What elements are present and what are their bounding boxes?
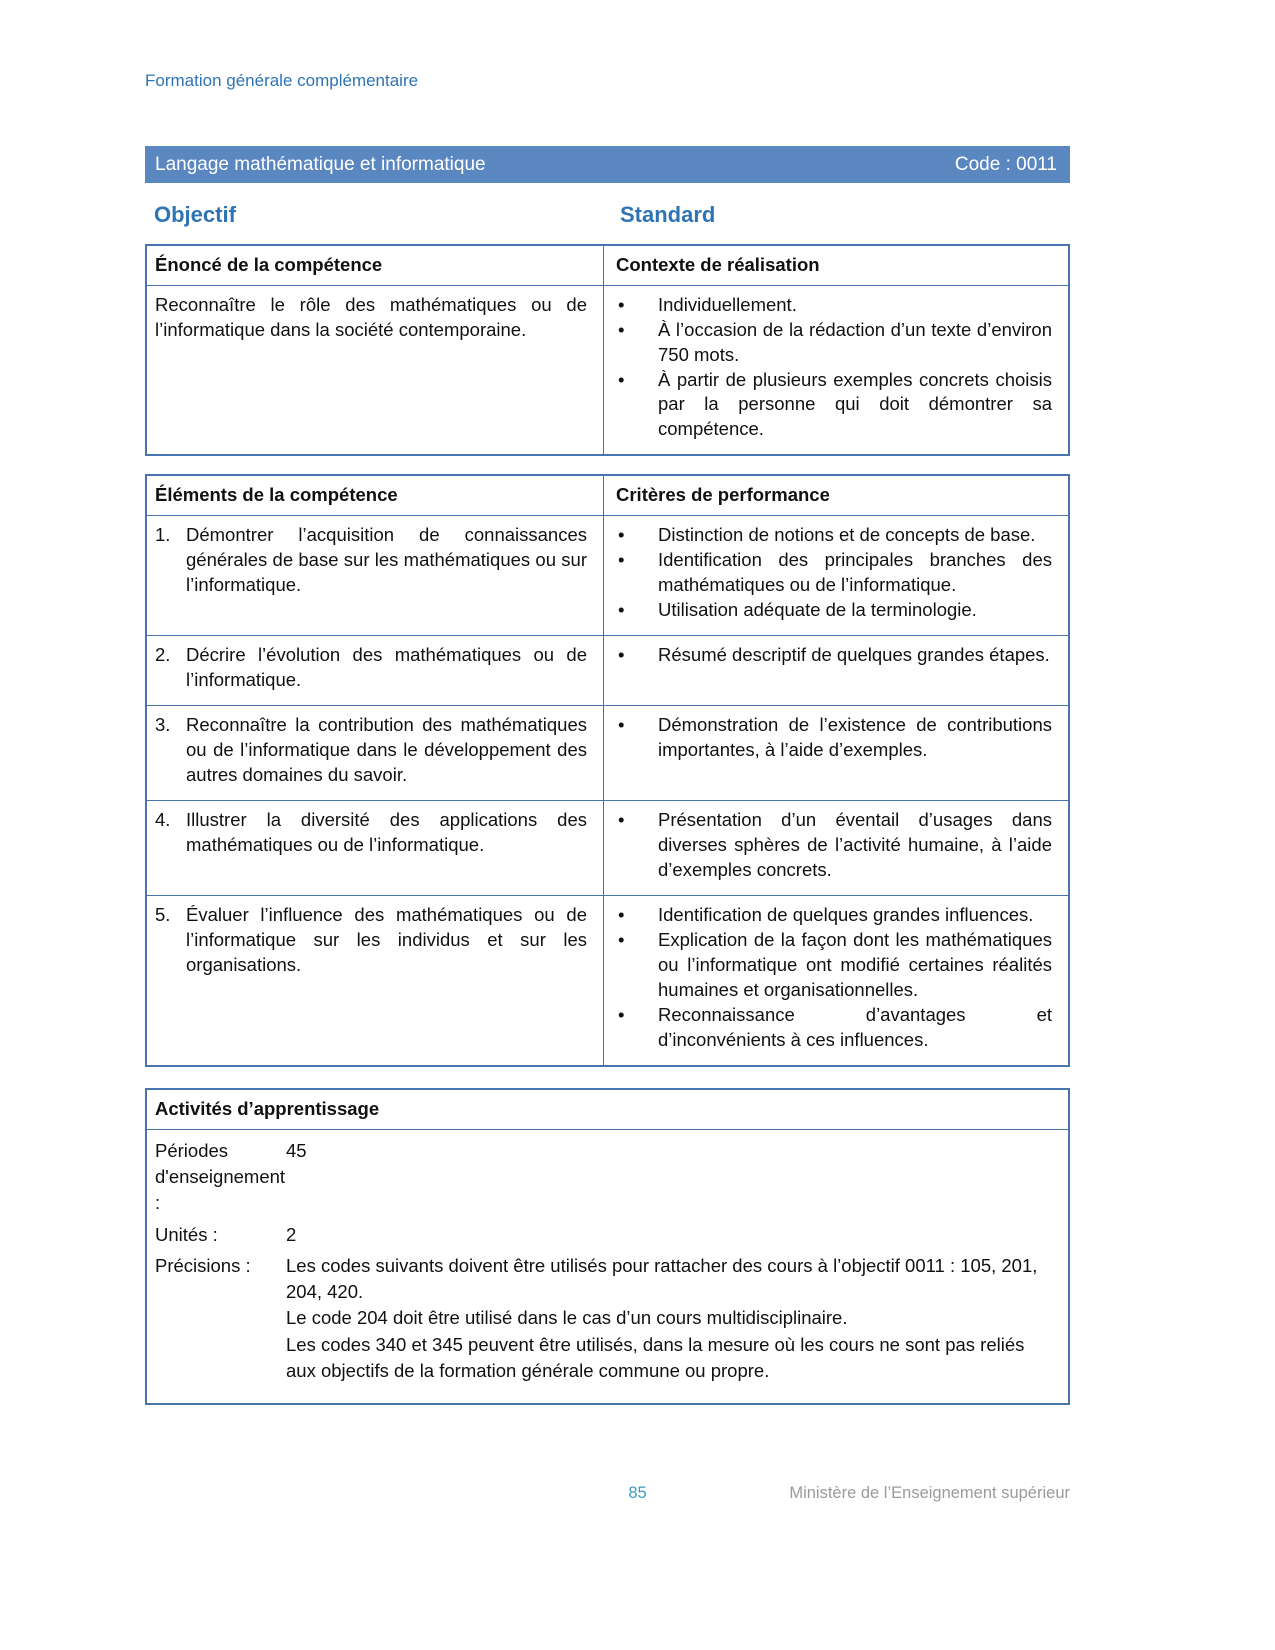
element-cell	[147, 636, 604, 705]
list-item	[616, 643, 1052, 668]
context-bullet: À l’occasion de la rédaction d’un texte d’environ 750 mots.	[658, 318, 1052, 365]
elements-header-left: Éléments de la compétence	[147, 476, 604, 515]
competence-header-left: Énoncé de la compétence	[147, 246, 604, 285]
table-row	[147, 895, 1068, 1065]
activities-value: 45	[286, 1139, 307, 1161]
criteria-cell	[604, 636, 1068, 705]
element-cell	[147, 706, 604, 800]
numbered-item	[155, 903, 587, 978]
bullet-icon: •	[618, 904, 625, 925]
numbered-item	[155, 643, 587, 693]
title-bar-title: Langage mathématique et informatique	[155, 153, 486, 175]
list-item	[616, 318, 1052, 368]
elements-header-right: Critères de performance	[616, 484, 830, 506]
precision-paragraph: Le code 204 doit être utilisé dans le cas d’un cours multidisciplinaire.	[286, 1307, 848, 1329]
criteria-cell	[604, 516, 1068, 635]
numbered-item	[155, 808, 587, 858]
activities-row	[155, 1222, 1054, 1248]
criteria-bullet: Explication de la façon dont les mathématiques ou l’informatique ont modifié certaines réalités humaines et organisationnelles.	[658, 928, 1052, 1000]
list-item	[616, 523, 1052, 548]
element-cell	[147, 516, 604, 635]
competence-table-body-row	[147, 285, 1068, 455]
criteria-bullet: Résumé descriptif de quelques grandes étapes.	[658, 644, 1050, 666]
element-text: Illustrer la diversité des applications des mathématiques ou de l’informatique.	[186, 809, 587, 856]
competence-statement-cell	[147, 286, 604, 455]
objectif-heading: Objectif	[154, 201, 236, 227]
competence-table-header-row	[147, 246, 1068, 285]
list-item	[616, 548, 1052, 598]
criteria-bullet: Distinction de notions et de concepts de base.	[658, 524, 1036, 546]
activities-row	[155, 1138, 1054, 1217]
activities-label: Périodes d'enseignement :	[155, 1139, 286, 1214]
table-row	[147, 705, 1068, 800]
criteria-bullet: Présentation d’un éventail d’usages dans diverses sphères de l’activité humaine, à l’aide d’exemples concrets.	[658, 809, 1052, 881]
table-row	[147, 635, 1068, 705]
page-content	[145, 0, 1070, 1405]
elements-table-header-row	[147, 476, 1068, 515]
list-item	[616, 368, 1052, 443]
bullet-icon: •	[618, 293, 625, 315]
activities-label: Unités :	[155, 1223, 218, 1245]
activities-row	[155, 1253, 1054, 1384]
activities-value: 2	[286, 1223, 297, 1245]
bullet-icon: •	[618, 318, 625, 340]
list-item	[616, 713, 1052, 763]
criteria-cell	[604, 706, 1068, 800]
page-footer	[0, 1482, 1275, 1506]
criteria-cell	[604, 801, 1068, 895]
bullet-icon: •	[618, 714, 625, 736]
list-item	[616, 808, 1052, 883]
column-headings	[145, 200, 1070, 230]
page-number: 85	[628, 1484, 647, 1502]
criteria-bullet: Utilisation adéquate de la terminologie.	[658, 599, 977, 621]
context-bullet: À partir de plusieurs exemples concrets choisis par la personne qui doit démontrer sa compétence.	[658, 368, 1052, 440]
precision-paragraph: Les codes suivants doivent être utilisés pour rattacher des cours à l’objectif 0011 : 105, 201, 204, 420.	[286, 1254, 1038, 1303]
precision-paragraph: Les codes 340 et 345 peuvent être utilisés, dans la mesure où les cours ne sont pas reliés aux objectifs de la formation générale commune ou propre.	[286, 1333, 1025, 1381]
document-header-label: Formation générale complémentaire	[145, 71, 419, 90]
bullet-icon: •	[618, 1003, 625, 1025]
criteria-bullet: Démonstration de l’existence de contributions importantes, à l’aide d’exemples.	[658, 714, 1052, 761]
numbered-item	[155, 713, 587, 788]
context-cell	[604, 286, 1068, 455]
table-row	[147, 515, 1068, 635]
item-number: 5.	[155, 904, 171, 925]
activities-body	[147, 1130, 1068, 1403]
activities-label: Précisions :	[155, 1254, 251, 1276]
list-item	[616, 928, 1052, 1003]
activities-header: Activités d’apprentissage	[147, 1090, 1068, 1130]
elements-table	[145, 474, 1070, 1066]
element-text: Évaluer l’influence des mathématiques ou de l’informatique sur les individus et sur les organisations.	[186, 904, 587, 975]
element-cell	[147, 801, 604, 895]
bullet-icon: •	[618, 599, 625, 621]
bullet-icon: •	[618, 549, 625, 571]
competence-statement: Reconnaître le rôle des mathématiques ou de l’informatique dans la société contemporaine.	[155, 293, 587, 340]
criteria-bullet: Identification de quelques grandes influences.	[658, 904, 1034, 925]
criteria-bullet: Identification des principales branches des mathématiques ou de l’informatique.	[658, 549, 1052, 596]
item-number: 2.	[155, 644, 171, 666]
activities-precisions	[286, 1253, 1054, 1384]
context-bullet: Individuellement.	[658, 293, 797, 315]
title-bar	[145, 146, 1070, 183]
element-text: Décrire l’évolution des mathématiques ou de l’informatique.	[186, 644, 587, 691]
competence-table	[145, 244, 1070, 457]
bullet-icon: •	[618, 644, 625, 666]
element-cell	[147, 896, 604, 1065]
competence-header-right: Contexte de réalisation	[616, 253, 820, 275]
standard-heading: Standard	[620, 201, 716, 227]
list-item	[616, 598, 1052, 623]
item-number: 4.	[155, 809, 171, 831]
element-text: Démontrer l’acquisition de connaissances générales de base sur les mathématiques ou sur l’informatique.	[186, 524, 587, 596]
footer-ministry-label: Ministère de l’Enseignement supérieur	[789, 1484, 1070, 1502]
table-row	[147, 800, 1068, 895]
item-number: 1.	[155, 524, 171, 546]
numbered-item	[155, 523, 587, 598]
list-item	[616, 293, 1052, 318]
bullet-icon: •	[618, 368, 625, 390]
criteria-bullet: Reconnaissance d’avantages et d’inconvénients à ces influences.	[658, 1003, 1052, 1050]
bullet-icon: •	[618, 809, 625, 831]
item-number: 3.	[155, 714, 171, 736]
element-text: Reconnaître la contribution des mathématiques ou de l’informatique dans le développement des autres domaines du savoir.	[186, 714, 587, 786]
criteria-cell	[604, 896, 1068, 1065]
bullet-icon: •	[618, 524, 625, 546]
bullet-icon: •	[618, 928, 625, 950]
activities-table	[145, 1088, 1070, 1405]
list-item	[616, 1003, 1052, 1053]
title-bar-code: Code : 0011	[954, 153, 1057, 175]
list-item	[616, 903, 1052, 928]
